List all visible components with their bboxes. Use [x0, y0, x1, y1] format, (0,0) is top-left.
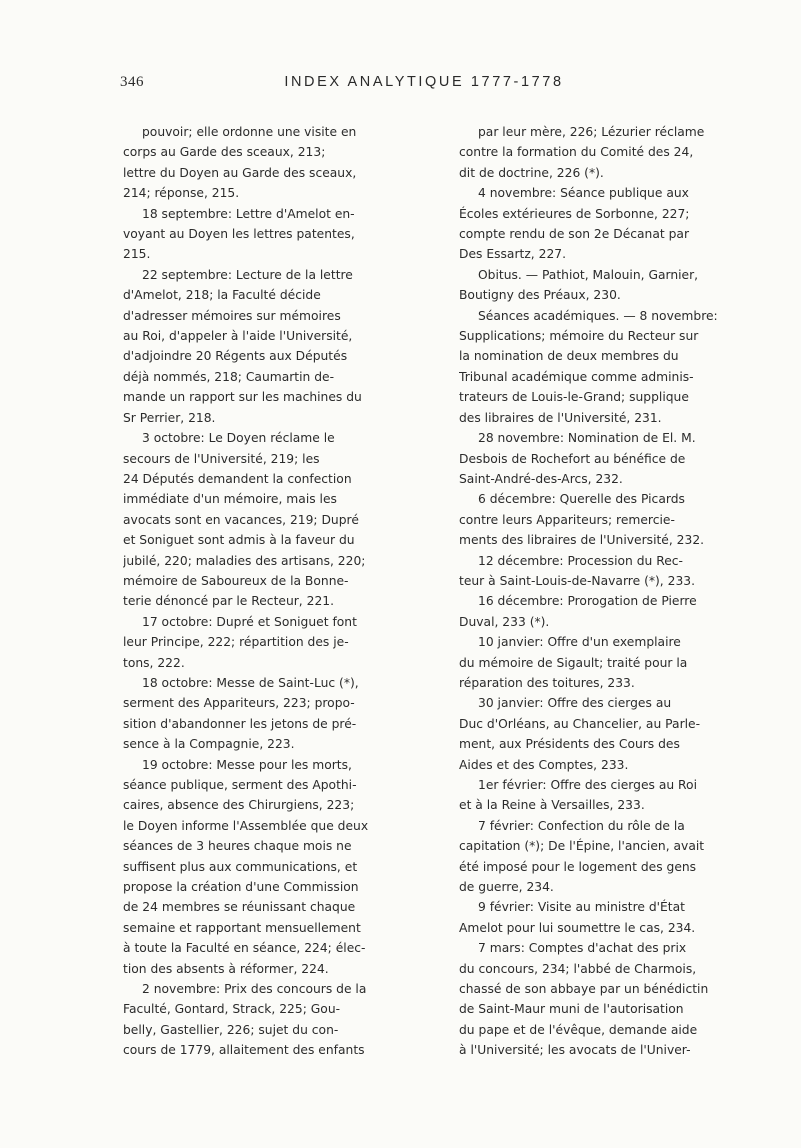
entry-line: ment, aux Présidents des Cours des — [459, 737, 680, 752]
entry-line: dit de doctrine, 226 (*). — [459, 165, 604, 180]
index-entry — [459, 938, 733, 1060]
entry-line: Duc d'Orléans, au Chancelier, au Parle- — [459, 716, 701, 731]
entry-line: d'adjoindre 20 Régents aux Députés — [123, 349, 348, 364]
index-entry — [459, 489, 733, 550]
entry-line: suffisent plus aux communications, et — [123, 859, 358, 874]
entry-line: Boutigny des Préaux, 230. — [459, 288, 621, 303]
entry-line: 22 septembre: Lecture de la lettre — [142, 267, 353, 282]
entry-line: 214; réponse, 215. — [123, 186, 240, 201]
entry-line: Obitus. — Pathiot, Malouin, Garnier, — [478, 267, 699, 282]
entry-line: cours de 1779, allaitement des enfants — [123, 1043, 365, 1058]
index-entry — [123, 612, 397, 673]
entry-line: semaine et rapportant mensuellement — [123, 920, 361, 935]
entry-line: 4 novembre: Séance publique aux — [478, 186, 689, 201]
page-number: 346 — [120, 74, 144, 90]
entry-line: des libraires de l'Université, 231. — [459, 410, 662, 425]
index-entry — [123, 673, 397, 755]
entry-line: séance publique, serment des Apothi- — [123, 778, 357, 792]
entry-line: 18 octobre: Messe de Saint-Luc (*), — [142, 675, 359, 690]
entry-line: 12 décembre: Procession du Rec- — [478, 553, 683, 568]
entry-line: immédiate d'un mémoire, mais les — [123, 492, 337, 507]
index-entry — [459, 428, 733, 489]
entry-line: Des Essartz, 227. — [459, 247, 566, 262]
entry-line: 6 décembre: Querelle des Picards — [478, 492, 685, 507]
entry-line: contre la formation du Comité des 24, — [459, 145, 694, 160]
entry-line: 28 novembre: Nomination de El. M. — [478, 431, 696, 446]
entry-line: Aides et des Comptes, 233. — [459, 757, 629, 772]
entry-line: Supplications; mémoire du Recteur sur — [459, 329, 699, 344]
entry-line: par leur mère, 226; Lézurier réclame — [478, 125, 705, 139]
right-column — [459, 122, 733, 1061]
entry-line: ments des libraires de l'Université, 232. — [459, 533, 705, 548]
index-entry — [459, 693, 733, 775]
entry-line: 7 février: Confection du rôle de la — [478, 818, 685, 833]
entry-line: mande un rapport sur les machines du — [123, 390, 362, 405]
index-entry — [459, 122, 733, 183]
entry-line: 18 septembre: Lettre d'Amelot en- — [142, 206, 355, 221]
entry-line: secours de l'Université, 219; les — [123, 451, 320, 466]
entry-line: 9 février: Visite au ministre d'État — [478, 900, 685, 915]
entry-line: d'Amelot, 218; la Faculté décide — [123, 288, 321, 303]
entry-line: 19 octobre: Messe pour les morts, — [142, 757, 352, 772]
index-entry — [459, 775, 733, 816]
entry-line: capitation (*); De l'Épine, l'ancien, avait — [459, 839, 705, 854]
page-header — [120, 74, 728, 96]
entry-line: de 24 membres se réunissant chaque — [123, 900, 356, 915]
index-entry — [459, 591, 733, 632]
entry-line: de Saint-Maur muni de l'autorisation — [459, 1002, 684, 1017]
entry-line: 10 janvier: Offre d'un exemplaire — [478, 635, 681, 650]
index-entry — [459, 632, 733, 693]
index-entry — [123, 979, 397, 1061]
entry-line: serment des Appariteurs, 223; propo- — [123, 696, 355, 711]
entry-line: caires, absence des Chirurgiens, 223; — [123, 798, 355, 813]
entry-line: sition d'abandonner les jetons de pré- — [123, 716, 357, 731]
entry-line: d'adresser mémoires sur mémoires — [123, 308, 341, 323]
entry-line: et à la Reine à Versailles, 233. — [459, 798, 645, 813]
entry-line: séances de 3 heures chaque mois ne — [123, 839, 352, 854]
entry-line: Faculté, Gontard, Strack, 225; Gou- — [123, 1002, 341, 1017]
entry-line: belly, Gastellier, 226; sujet du con- — [123, 1022, 339, 1037]
entry-line: avocats sont en vacances, 219; Dupré — [123, 512, 359, 527]
entry-line: 7 mars: Comptes d'achat des prix — [478, 941, 687, 956]
entry-line: trateurs de Louis-le-Grand; supplique — [459, 390, 689, 405]
running-title: INDEX ANALYTIQUE 1777-1778 — [284, 74, 564, 90]
entry-line: Amelot pour lui soumettre le cas, 234. — [459, 920, 696, 935]
entry-line: la nomination de deux membres du — [459, 349, 679, 364]
entry-line: Tribunal académique comme adminis- — [459, 369, 694, 384]
entry-line: tons, 222. — [123, 655, 185, 670]
entry-line: Saint-André-des-Arcs, 232. — [459, 471, 623, 486]
entry-line: corps au Garde des sceaux, 213; — [123, 145, 326, 160]
entry-line: Écoles extérieures de Sorbonne, 227; — [459, 206, 690, 221]
entry-line: 30 janvier: Offre des cierges au — [478, 696, 672, 711]
entry-line: à toute la Faculté en séance, 224; élec- — [123, 941, 366, 956]
entry-line: mémoire de Saboureux de la Bonne- — [123, 573, 349, 588]
index-entry — [123, 122, 397, 204]
entry-line: 3 octobre: Le Doyen réclame le — [142, 431, 335, 446]
entry-line: pouvoir; elle ordonne une visite en — [142, 125, 357, 139]
entry-line: réparation des toitures, 233. — [459, 675, 635, 690]
entry-line: et Soniguet sont admis à la faveur du — [123, 533, 355, 548]
entry-line: du concours, 234; l'abbé de Charmois, — [459, 961, 697, 976]
index-entry — [459, 265, 733, 306]
entry-line: Duval, 233 (*). — [459, 614, 550, 629]
entry-line: Sr Perrier, 218. — [123, 410, 216, 425]
index-entry — [123, 265, 397, 428]
entry-line: Desbois de Rochefort au bénéfice de — [459, 451, 686, 466]
entry-line: teur à Saint-Louis-de-Navarre (*), 233. — [459, 573, 696, 588]
entry-line: 17 octobre: Dupré et Soniguet font — [142, 614, 357, 629]
entry-line: 215. — [123, 247, 151, 262]
entry-line: chassé de son abbaye par un bénédictin — [459, 982, 709, 997]
entry-line: 2 novembre: Prix des concours de la — [142, 982, 367, 997]
left-column — [123, 122, 397, 1061]
index-entry — [459, 551, 733, 592]
index-entry — [123, 755, 397, 979]
index-entry — [459, 306, 733, 428]
entry-line: terie dénoncé par le Recteur, 221. — [123, 594, 334, 609]
entry-line: été imposé pour le logement des gens — [459, 859, 697, 874]
entry-line: Séances académiques. — 8 novembre: — [478, 308, 718, 323]
index-entry — [123, 428, 397, 612]
entry-line: du mémoire de Sigault; traité pour la — [459, 655, 688, 670]
entry-line: lettre du Doyen au Garde des sceaux, — [123, 165, 357, 180]
entry-line: propose la création d'une Commission — [123, 880, 359, 895]
entry-line: de guerre, 234. — [459, 880, 554, 895]
index-entry — [123, 204, 397, 265]
entry-line: au Roi, d'appeler à l'aide l'Université, — [123, 329, 353, 344]
index-entry — [459, 183, 733, 265]
entry-line: du pape et de l'évêque, demande aide — [459, 1022, 698, 1037]
entry-line: tion des absents à réformer, 224. — [123, 961, 329, 976]
entry-line: sence à la Compagnie, 223. — [123, 737, 295, 752]
entry-line: 24 Députés demandent la confection — [123, 471, 352, 486]
entry-line: compte rendu de son 2e Décanat par — [459, 227, 690, 242]
index-entry — [459, 816, 733, 898]
entry-line: 16 décembre: Prorogation de Pierre — [478, 594, 697, 609]
entry-line: à l'Université; les avocats de l'Univer- — [459, 1043, 691, 1058]
index-entry — [459, 897, 733, 938]
entry-line: 1er février: Offre des cierges au Roi — [478, 778, 697, 792]
entry-line: leur Principe, 222; répartition des je- — [123, 635, 349, 650]
entry-line: jubilé, 220; maladies des artisans, 220; — [123, 553, 366, 568]
entry-line: contre leurs Appariteurs; remercie- — [459, 512, 675, 527]
entry-line: déjà nommés, 218; Caumartin de- — [123, 369, 335, 384]
entry-line: voyant au Doyen les lettres patentes, — [123, 227, 355, 242]
entry-line: le Doyen informe l'Assemblée que deux — [123, 818, 369, 833]
